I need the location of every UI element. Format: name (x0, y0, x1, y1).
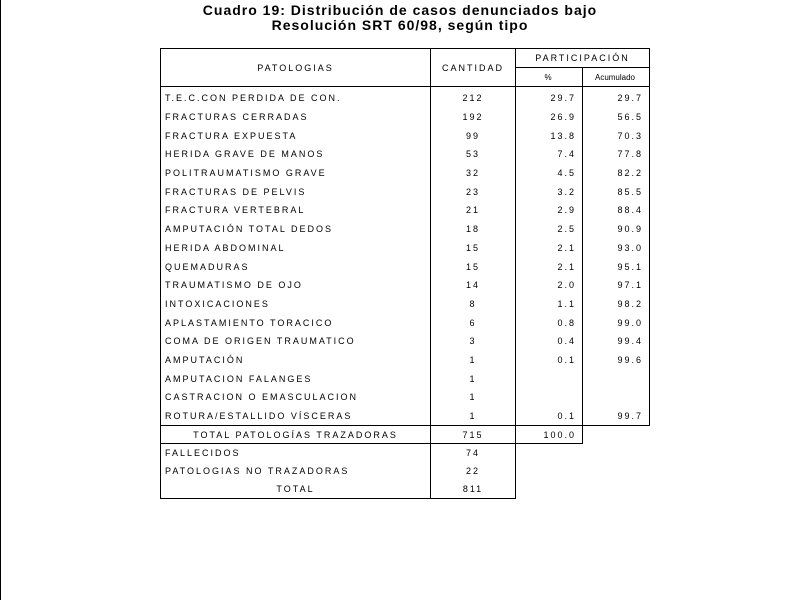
cantidad-cell: 6 (431, 313, 516, 332)
fallecidos-label: FALLECIDOS (161, 444, 431, 463)
empty-cell (516, 480, 583, 499)
pct-cell: 0.1 (516, 351, 583, 370)
pct-cell: 2.9 (516, 201, 583, 220)
pct-cell: 2.1 (516, 239, 583, 258)
no-trazadoras-row (161, 462, 650, 480)
pct-cell: 0.1 (516, 407, 583, 426)
table-row (161, 126, 650, 145)
acumulado-cell: 88.4 (583, 201, 650, 220)
cantidad-cell: 8 (431, 295, 516, 314)
acumulado-cell: 93.0 (583, 239, 650, 258)
pct-cell: 0.4 (516, 332, 583, 351)
pathology-name: AMPUTACIÓN (161, 351, 431, 370)
title-line-2: Resolución SRT 60/98, según tipo (271, 17, 529, 33)
empty-cell (583, 426, 650, 444)
pathology-name: TRAUMATISMO DE OJO (161, 276, 431, 295)
total-cantidad: 811 (431, 480, 516, 499)
acumulado-cell: 85.5 (583, 182, 650, 201)
cantidad-cell: 14 (431, 276, 516, 295)
header-participacion: PARTICIPACIÓN (516, 49, 650, 68)
document-title (150, 3, 650, 33)
acumulado-cell: 29.7 (583, 87, 650, 108)
cantidad-cell: 1 (431, 407, 516, 426)
table-row (161, 145, 650, 164)
grand-total-row (161, 480, 650, 499)
table-row (161, 407, 650, 426)
pct-cell: 0.8 (516, 313, 583, 332)
pathology-table (160, 48, 650, 499)
table-row (161, 313, 650, 332)
pathology-name: CASTRACION O EMASCULACION (161, 388, 431, 407)
header-cantidad: CANTIDAD (431, 49, 516, 87)
total-trazadoras-cantidad: 715 (431, 426, 516, 444)
cantidad-cell: 212 (431, 87, 516, 108)
header-row-1 (161, 49, 650, 68)
title-line-1: Cuadro 19: Distribución de casos denunciados bajo (202, 2, 598, 18)
cantidad-cell: 21 (431, 201, 516, 220)
pathology-name: ROTURA/ESTALLIDO VÍSCERAS (161, 407, 431, 426)
table-row (161, 295, 650, 314)
pct-cell: 7.4 (516, 145, 583, 164)
table-row (161, 182, 650, 201)
cantidad-cell: 53 (431, 145, 516, 164)
table-row (161, 164, 650, 183)
header-pct: % (516, 68, 583, 87)
empty-cell (516, 444, 583, 463)
acumulado-cell: 56.5 (583, 108, 650, 127)
empty-cell (583, 444, 650, 463)
pathology-name: AMPUTACIÓN TOTAL DEDOS (161, 220, 431, 239)
pathology-name: HERIDA ABDOMINAL (161, 239, 431, 258)
acumulado-cell: 82.2 (583, 164, 650, 183)
acumulado-cell: 99.7 (583, 407, 650, 426)
pathology-name: FRACTURAS CERRADAS (161, 108, 431, 127)
pct-cell: 1.1 (516, 295, 583, 314)
pathology-name: QUEMADURAS (161, 257, 431, 276)
table-row (161, 257, 650, 276)
pathology-name: FRACTURA VERTEBRAL (161, 201, 431, 220)
left-border-line (0, 0, 1, 600)
total-label: TOTAL (161, 480, 431, 499)
pct-cell: 26.9 (516, 108, 583, 127)
table-row (161, 201, 650, 220)
cantidad-cell: 15 (431, 239, 516, 258)
cantidad-cell: 3 (431, 332, 516, 351)
table-row (161, 276, 650, 295)
table-row (161, 332, 650, 351)
acumulado-cell (583, 369, 650, 388)
cantidad-cell: 1 (431, 388, 516, 407)
pathology-name: FRACTURAS DE PELVIS (161, 182, 431, 201)
table-row (161, 87, 650, 108)
pathology-name: POLITRAUMATISMO GRAVE (161, 164, 431, 183)
pct-cell: 13.8 (516, 126, 583, 145)
pct-cell: 29.7 (516, 87, 583, 108)
fallecidos-row (161, 444, 650, 463)
acumulado-cell: 99.0 (583, 313, 650, 332)
acumulado-cell (583, 388, 650, 407)
acumulado-cell: 90.9 (583, 220, 650, 239)
empty-cell (516, 462, 583, 480)
pct-cell: 3.2 (516, 182, 583, 201)
cantidad-cell: 1 (431, 351, 516, 370)
table-row (161, 220, 650, 239)
total-trazadoras-pct: 100.0 (516, 426, 583, 444)
pct-cell (516, 388, 583, 407)
acumulado-cell: 70.3 (583, 126, 650, 145)
total-trazadoras-row (161, 426, 650, 444)
pathology-name: FRACTURA EXPUESTA (161, 126, 431, 145)
acumulado-cell: 99.4 (583, 332, 650, 351)
acumulado-cell: 77.8 (583, 145, 650, 164)
cantidad-cell: 1 (431, 369, 516, 388)
total-trazadoras-label: TOTAL PATOLOGÍAS TRAZADORAS (161, 426, 431, 444)
acumulado-cell: 99.6 (583, 351, 650, 370)
pathology-name: T.E.C.CON PERDIDA DE CON. (161, 87, 431, 108)
empty-cell (583, 480, 650, 499)
cantidad-cell: 99 (431, 126, 516, 145)
pathology-name: AMPUTACION FALANGES (161, 369, 431, 388)
cantidad-cell: 192 (431, 108, 516, 127)
pathology-name: COMA DE ORIGEN TRAUMATICO (161, 332, 431, 351)
table-row (161, 388, 650, 407)
cantidad-cell: 32 (431, 164, 516, 183)
table-row (161, 351, 650, 370)
pathology-name: APLASTAMIENTO TORACICO (161, 313, 431, 332)
cantidad-cell: 15 (431, 257, 516, 276)
acumulado-cell: 95.1 (583, 257, 650, 276)
acumulado-cell: 98.2 (583, 295, 650, 314)
acumulado-cell: 97.1 (583, 276, 650, 295)
pathology-name: HERIDA GRAVE DE MANOS (161, 145, 431, 164)
header-patologias: PATOLOGIAS (161, 49, 431, 87)
table-row (161, 369, 650, 388)
pct-cell: 2.1 (516, 257, 583, 276)
header-acumulado: Acumulado (583, 68, 650, 87)
no_trazadoras-cantidad: 22 (431, 462, 516, 480)
fallecidos-cantidad: 74 (431, 444, 516, 463)
cantidad-cell: 23 (431, 182, 516, 201)
cantidad-cell: 18 (431, 220, 516, 239)
pct-cell: 4.5 (516, 164, 583, 183)
table-body (161, 49, 650, 499)
table-row (161, 108, 650, 127)
pathology-name: INTOXICACIONES (161, 295, 431, 314)
pct-cell: 2.5 (516, 220, 583, 239)
empty-cell (583, 462, 650, 480)
no_trazadoras-label: PATOLOGIAS NO TRAZADORAS (161, 462, 431, 480)
table-row (161, 239, 650, 258)
pct-cell (516, 369, 583, 388)
pct-cell: 2.0 (516, 276, 583, 295)
